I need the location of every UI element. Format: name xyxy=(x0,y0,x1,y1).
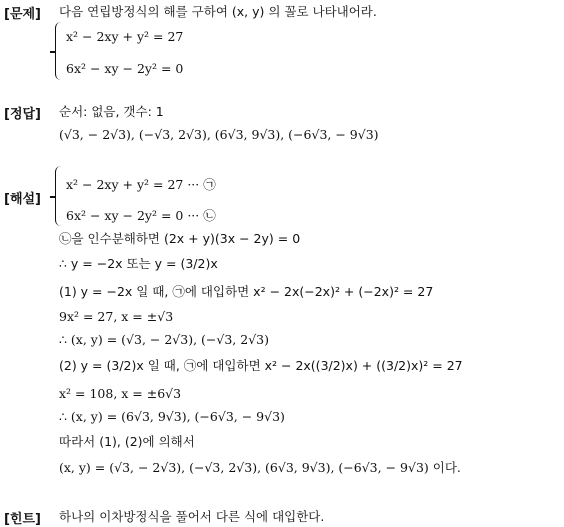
problem-brace xyxy=(55,22,63,80)
explanation-label: [해설] xyxy=(4,192,41,207)
problem-text: 다음 연립방정식의 해를 구하여 (x, y) 의 꼴로 나타내어라. xyxy=(59,4,377,19)
explanation-line-4: 9x² = 27, x = ±√3 xyxy=(59,309,174,324)
hint-text: 하나의 이차방정식을 풀어서 다른 식에 대입한다. xyxy=(59,509,325,524)
explanation-line-3: (1) y = −2x 일 때, ㉠에 대입하면 x² − 2x(−2x)² + (−2x)² = 27 xyxy=(59,284,434,299)
explanation-line-10: (x, y) = (√3, − 2√3), (−√3, 2√3), (6√3, 9√3), (−6√3, − 9√3) 이다. xyxy=(59,460,461,475)
explanation-equation-2: 6x² − xy − 2y² = 0 ··· ㉡ xyxy=(66,208,216,223)
explanation-line-6: (2) y = (3/2)x 일 때, ㉠에 대입하면 x² − 2x((3/2)x) + ((3/2)x)² = 27 xyxy=(59,358,463,373)
explanation-brace xyxy=(55,166,63,226)
explanation-line-2: ∴ y = −2x 또는 y = (3/2)x xyxy=(59,256,218,271)
explanation-line-7: x² = 108, x = ±6√3 xyxy=(59,386,182,401)
explanation-line-5: ∴ (x, y) = (√3, − 2√3), (−√3, 2√3) xyxy=(59,332,270,347)
answer-line-1: 순서: 없음, 갯수: 1 xyxy=(59,104,164,119)
explanation-line-1: ㉡을 인수분해하면 (2x + y)(3x − 2y) = 0 xyxy=(59,231,301,246)
hint-label: [힌트] xyxy=(4,512,41,527)
problem-label: [문제] xyxy=(4,7,41,22)
explanation-line-9: 따라서 (1), (2)에 의해서 xyxy=(59,434,195,449)
explanation-equation-1: x² − 2xy + y² = 27 ··· ㉠ xyxy=(66,177,216,192)
problem-equation-2: 6x² − xy − 2y² = 0 xyxy=(66,61,184,76)
answer-line-2: (√3, − 2√3), (−√3, 2√3), (6√3, 9√3), (−6√3, − 9√3) xyxy=(59,127,379,142)
problem-equation-1: x² − 2xy + y² = 27 xyxy=(66,29,184,44)
answer-label: [정답] xyxy=(4,107,41,122)
explanation-line-8: ∴ (x, y) = (6√3, 9√3), (−6√3, − 9√3) xyxy=(59,409,285,424)
